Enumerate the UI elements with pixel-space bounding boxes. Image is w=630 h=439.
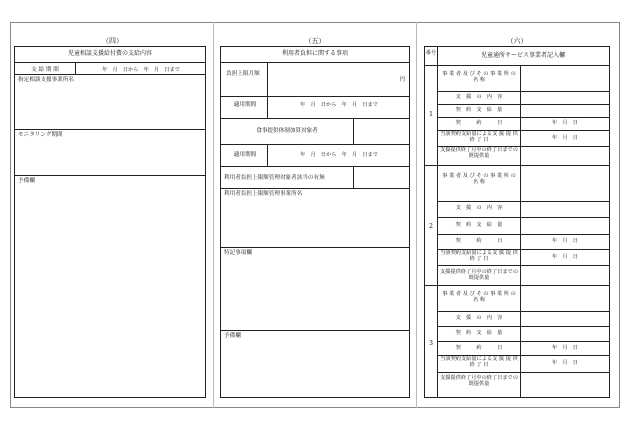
row-label: 契 約 支 給 量 [455, 330, 503, 336]
row-label: 契 約 日 [455, 120, 503, 126]
apply-period-value: 年 月 日から 年 月 日まで [300, 102, 378, 108]
row-label: 支 援 の 内 容 [455, 94, 503, 100]
row-label: 当該契約支給量による支 援 提 供 終 了 日 [440, 356, 518, 369]
row-date: 年 月 日 [552, 135, 578, 141]
row-date: 年 月 日 [552, 120, 578, 126]
meal-target-label: 食事提供体制加算対象者 [256, 128, 318, 134]
section-six-table [424, 46, 610, 398]
row-date: 年 月 日 [552, 360, 578, 366]
row-label: 支 援 の 内 容 [455, 205, 503, 211]
row-label: 当該契約支給量による支 援 提 供 終 了 日 [440, 131, 518, 144]
row-label: 契 約 支 給 量 [455, 222, 503, 228]
section-five-title: 利用者負担に関する事項 [281, 50, 348, 57]
page-divider [213, 22, 214, 408]
period-value: 年 月 日から 年 月 日まで [102, 67, 180, 73]
block-number: 1 [429, 111, 433, 118]
yen-unit: 円 [399, 77, 405, 83]
block-number: 3 [429, 340, 433, 347]
section-six-label: （六） [506, 37, 528, 45]
row-label: 支援提供終了月中の終了日までの既提供量 [440, 375, 518, 388]
section-five-table [220, 46, 410, 398]
reserve-label: 予備欄 [18, 178, 35, 184]
row-label: 事 業 者 及 び そ の 事 業 所 の 名 称 [442, 291, 516, 304]
apply-period-label: 適用期間 [233, 102, 257, 108]
section-four-label: （四） [102, 37, 123, 45]
manager-office-label: 利用者負担上限額管理事業所名 [224, 191, 303, 197]
row-label: 契 約 支 給 量 [455, 107, 503, 113]
row-date: 年 月 日 [552, 254, 578, 260]
monitoring-label: モニタリング期間 [18, 132, 63, 138]
row-label: 事 業 者 及 び そ の 事 業 所 の 名 称 [442, 71, 516, 84]
row-label: 当該契約支給量による支 援 提 供 終 了 日 [440, 250, 518, 263]
row-date: 年 月 日 [552, 345, 578, 351]
section-four-title: 児童相談支援給付費の支給内容 [67, 50, 152, 57]
row-label: 契 約 日 [455, 238, 503, 244]
designated-office-label: 指定相談支援事業所名 [18, 77, 74, 83]
section-four-table [14, 46, 206, 398]
section-five-label: （五） [304, 37, 326, 45]
row-label: 支援提供終了月中の終了日までの既提供量 [440, 147, 518, 160]
apply-period-label-2: 適用期間 [233, 152, 257, 158]
period-label: 支 給 期 間 [31, 67, 59, 73]
row-label: 支援提供終了月中の終了日までの既提供量 [440, 269, 518, 282]
manager-target-label: 利用者負担上限額管理対象者該当の有無 [224, 175, 325, 181]
page-divider [416, 22, 417, 408]
row-label: 契 約 日 [455, 345, 503, 351]
block-number: 2 [429, 223, 433, 230]
row-label: 支 援 の 内 容 [455, 315, 503, 321]
limit-monthly-label: 負担上限月額 [226, 71, 260, 77]
row-date: 年 月 日 [552, 238, 578, 244]
row-label: 事 業 者 及 び そ の 事 業 所 の 名 称 [442, 173, 516, 186]
special-notes-label: 特記事項欄 [224, 250, 252, 256]
number-column-header: 番号 [425, 50, 437, 56]
apply-period-value-2: 年 月 日から 年 月 日まで [300, 152, 378, 158]
reserve-label-five: 予備欄 [224, 333, 241, 339]
section-six-title: 児童通所サービス事業者記入欄 [480, 52, 565, 59]
